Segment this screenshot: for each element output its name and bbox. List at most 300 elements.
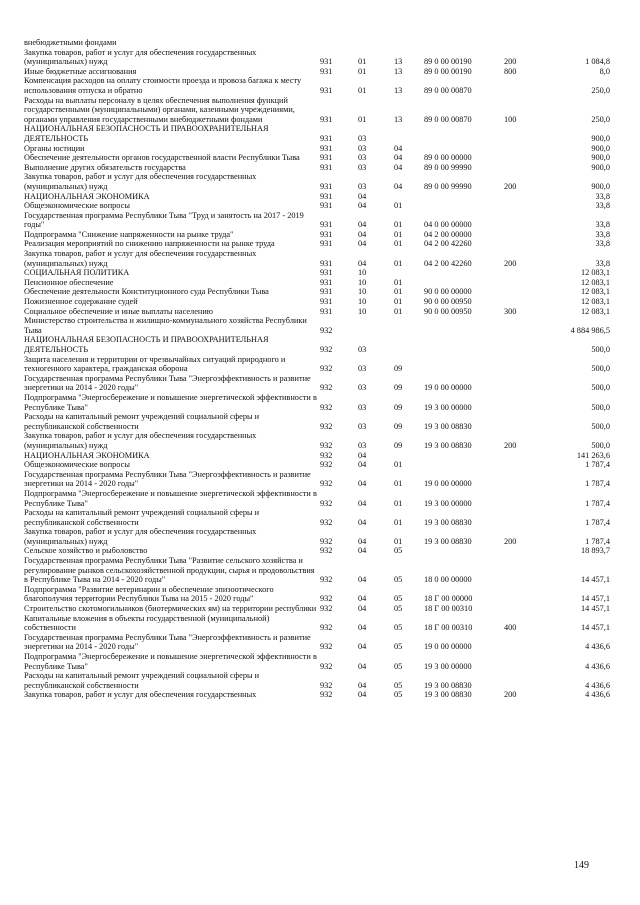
row-expense-type [504,211,540,230]
row-section-code: 10 [358,287,367,297]
table-row [24,124,610,143]
row-target-article [424,460,504,470]
table-row [24,144,610,154]
table-row [24,460,610,470]
row-subsection-code [394,124,424,143]
row-target-article: 19 0 00 00000 [424,383,472,393]
row-expense-type [504,163,540,173]
row-section-code: 10 [358,306,367,316]
row-name: Подпрограмма "Энергосбережение и повышение энергетической эффективности в Республике Тыва" [24,652,317,671]
row-name: Компенсация расходов на оплату стоимости проезда и провоза багажа к месту использования отпуска и обратно [24,76,302,95]
row-expense-type: 200 [504,440,517,450]
row-amount: 33,8 [595,220,610,230]
row-target-article: 19 3 00 08830 [424,517,472,527]
row-name: НАЦИОНАЛЬНАЯ ЭКОНОМИКА [24,191,150,201]
table-row [24,67,610,77]
row-amount: 4 436,6 [585,690,610,700]
row-amount: 12 083,1 [580,306,610,316]
row-grbs-code: 931 [320,287,333,297]
table-row [24,614,610,633]
row-section-code: 03 [358,383,367,393]
row-section-code: 03 [358,153,367,163]
row-subsection-code: 01 [394,536,403,546]
row-expense-type [504,335,540,354]
row-section-code: 03 [358,133,367,143]
row-grbs-code: 931 [320,201,333,211]
row-subsection-code: 04 [394,153,403,163]
row-subsection-code: 01 [394,479,403,489]
row-grbs-code: 932 [320,479,333,489]
row-amount: 14 457,1 [580,604,610,614]
row-amount: 1 084,8 [585,57,610,67]
row-section-code: 03 [358,421,367,431]
row-amount: 500,0 [591,345,610,354]
row-name: НАЦИОНАЛЬНАЯ ЭКОНОМИКА [24,450,150,460]
table-row [24,153,610,163]
table-row [24,393,610,412]
row-expense-type [504,144,540,154]
row-grbs-code: 931 [320,277,333,287]
row-target-article: 04 2 00 42260 [424,239,472,249]
row-grbs-code: 932 [320,536,333,546]
row-grbs-code: 932 [320,402,333,412]
row-expense-type [504,316,540,335]
row-amount: 500,0 [591,402,610,412]
table-row [24,412,610,431]
row-target-article [424,192,504,202]
row-amount: 33,8 [595,201,610,211]
row-amount: 33,8 [595,258,610,268]
row-amount: 4 436,6 [585,680,610,690]
row-subsection-code: 04 [394,181,403,191]
row-target-article: 04 2 00 42260 [424,258,472,268]
row-grbs-code: 931 [320,85,333,95]
row-subsection-code: 01 [394,297,403,307]
table-row [24,192,610,202]
row-subsection-code: 05 [394,690,403,700]
row-name: Обеспечение деятельности органов государственной власти Республики Тыва [24,153,300,163]
table-row [24,287,610,297]
row-subsection-code [394,316,424,335]
table-row [24,201,610,211]
row-subsection-code: 09 [394,440,403,450]
table-row [24,211,610,230]
row-expense-type: 100 [504,114,517,124]
row-expense-type: 400 [504,623,517,633]
row-name: Сельское хозяйство и рыболовство [24,546,148,556]
row-grbs-code: 932 [320,642,333,652]
row-section-code: 01 [358,57,367,67]
row-section-code: 01 [358,85,367,95]
row-subsection-code: 09 [394,421,403,431]
row-target-article [424,335,504,354]
row-grbs-code: 931 [320,229,333,239]
row-amount: 500,0 [591,440,610,450]
table-row [24,527,610,546]
row-subsection-code: 01 [394,201,403,211]
row-grbs-code: 932 [320,364,333,374]
row-section-code: 04 [358,642,367,652]
row-grbs-code: 932 [320,661,333,671]
row-name: СОЦИАЛЬНАЯ ПОЛИТИКА [24,268,130,278]
row-grbs-code: 931 [320,143,333,153]
row-target-article: 18 Г 00 00310 [424,604,473,614]
row-subsection-code: 09 [394,402,403,412]
row-grbs-code: 932 [320,498,333,508]
row-name: НАЦИОНАЛЬНАЯ БЕЗОПАСНОСТЬ И ПРАВООХРАНИТЕЛЬНАЯ ДЕЯТЕЛЬНОСТЬ [24,124,269,143]
row-expense-type [504,470,540,489]
row-target-article [424,38,504,48]
row-subsection-code: 05 [394,642,403,652]
row-section-code: 03 [358,143,367,153]
row-subsection-code: 04 [394,162,403,172]
row-target-article: 18 0 00 00000 [424,575,472,585]
row-expense-type [504,489,540,508]
row-section-code: 04 [358,594,367,604]
row-subsection-code: 13 [394,57,403,67]
row-grbs-code: 932 [320,383,333,393]
table-row [24,96,610,125]
row-target-article: 19 3 00 00000 [424,498,472,508]
row-name: Закупка товаров, работ и услуг для обеспечения государственных (муниципальных) нужд [24,47,257,67]
budget-table [24,38,610,700]
row-section-code: 04 [358,460,367,470]
row-grbs-code: 931 [320,306,333,316]
row-amount: 1 787,4 [585,460,610,470]
row-subsection-code: 05 [394,604,403,614]
table-row [24,163,610,173]
row-target-article: 90 0 00 00000 [424,287,472,297]
row-section-code: 04 [358,536,367,546]
row-amount: 500,0 [591,364,610,374]
row-target-article: 19 0 00 00000 [424,642,472,652]
table-row [24,316,610,335]
row-subsection-code: 01 [394,287,403,297]
row-section-code: 04 [358,498,367,508]
row-name: Подпрограмма "Снижение напряженности на рынке труда" [24,229,234,239]
row-subsection-code: 01 [394,306,403,316]
row-section-code: 04 [358,546,367,556]
row-amount: 12 083,1 [580,277,610,287]
row-expense-type: 200 [504,181,517,191]
row-target-article: 04 2 00 00000 [424,229,472,239]
row-expense-type [504,633,540,652]
row-expense-type [504,192,540,202]
table-row [24,278,610,288]
row-subsection-code: 04 [394,143,403,153]
table-row [24,633,610,652]
row-name: Защита населения и территории от чрезвычайных ситуаций природного и техногенного характера, гражданская оборона [24,354,286,374]
row-section-code: 10 [358,277,367,287]
row-subsection-code: 01 [394,517,403,527]
row-expense-type [504,585,540,604]
row-amount: 33,8 [595,229,610,239]
row-amount: 14 457,1 [580,594,610,604]
row-amount: 1 787,4 [585,479,610,489]
row-section-code: 04 [358,191,367,201]
row-grbs-code: 931 [320,114,333,124]
row-target-article [424,355,504,374]
row-name: Государственная программа Республики Тыва "Энергоэффективность и развитие энергетики на 2014 - 2020 годы" [24,632,311,652]
row-subsection-code: 09 [394,364,403,374]
row-subsection-code: 01 [394,277,403,287]
row-grbs-code: 932 [320,440,333,450]
row-grbs-code: 931 [320,239,333,249]
row-target-article [424,144,504,154]
row-target-article: 19 3 00 00000 [424,402,472,412]
row-subsection-code: 01 [394,498,403,508]
row-amount: 1 787,4 [585,536,610,546]
row-name: НАЦИОНАЛЬНАЯ БЕЗОПАСНОСТЬ И ПРАВООХРАНИТЕЛЬНАЯ ДЕЯТЕЛЬНОСТЬ [24,335,269,354]
row-section-code [358,38,394,48]
row-subsection-code: 01 [394,460,403,470]
row-name: Закупка товаров, работ и услуг для обеспечения государственных (муниципальных) нужд [24,527,257,546]
row-section-code: 04 [358,479,367,489]
row-section-code: 10 [358,268,367,278]
row-name: Пожизненное содержание судей [24,297,138,307]
row-target-article: 19 3 00 08830 [424,440,472,450]
row-expense-type [504,239,540,249]
row-name: Реализация мероприятий по снижению напряженности на рынке труда [24,239,275,249]
row-subsection-code: 09 [394,383,403,393]
row-amount: 500,0 [591,383,610,393]
row-subsection-code: 13 [394,66,403,76]
row-expense-type [504,268,540,278]
row-grbs-code: 932 [320,546,333,556]
row-name: Закупка товаров, работ и услуг для обеспечения государственных (муниципальных) нужд [24,249,257,268]
row-name: Органы юстиции [24,143,85,153]
row-amount: 1 787,4 [585,498,610,508]
row-subsection-code [394,335,424,354]
row-expense-type [504,671,540,690]
row-amount: 900,0 [591,133,610,143]
row-name: внебюджетными фондами [24,38,117,47]
row-subsection-code [394,192,424,202]
row-subsection-code: 01 [394,229,403,239]
table-row [24,652,610,671]
row-name: Обеспечение деятельности Конституционного суда Республики Тыва [24,287,269,297]
row-target-article: 89 0 00 99990 [424,162,472,172]
row-section-code: 04 [358,258,367,268]
row-section-code: 04 [358,517,367,527]
row-target-article [424,316,504,335]
row-expense-type: 200 [504,258,517,268]
row-section-code: 04 [358,239,367,249]
row-amount: 141 263,6 [576,450,610,460]
row-grbs-code: 932 [320,421,333,431]
row-expense-type [504,604,540,614]
row-target-article: 89 0 00 00190 [424,66,472,76]
row-expense-type [504,201,540,211]
row-grbs-code: 931 [320,220,333,230]
row-grbs-code: 932 [320,450,333,460]
row-section-code: 10 [358,297,367,307]
row-target-article: 89 0 00 00870 [424,85,472,95]
row-target-article: 90 0 00 00950 [424,297,472,307]
row-amount: 900,0 [591,162,610,172]
row-target-article: 04 0 00 00000 [424,220,472,230]
row-subsection-code: 13 [394,85,403,95]
row-target-article: 90 0 00 00950 [424,306,472,316]
row-name: Иные бюджетные ассигнования [24,66,137,76]
row-expense-type [504,76,540,95]
row-expense-type: 300 [504,306,517,316]
row-subsection-code: 01 [394,258,403,268]
table-row [24,249,610,268]
row-section-code: 04 [358,220,367,230]
row-target-article: 18 Г 00 00310 [424,623,473,633]
row-grbs-code: 932 [320,623,333,633]
row-expense-type [504,287,540,297]
table-row [24,307,610,317]
table-row [24,431,610,450]
row-subsection-code: 13 [394,114,403,124]
row-amount: 1 787,4 [585,517,610,527]
row-target-article [424,124,504,143]
row-target-article: 19 3 00 08830 [424,421,472,431]
row-name: Государственная программа Республики Тыва "Энергоэффективность и развитие энергетики на 2014 - 2020 годы" [24,469,311,489]
row-amount: 14 457,1 [580,623,610,633]
row-amount: 12 083,1 [580,287,610,297]
row-grbs-code: 931 [320,66,333,76]
row-section-code [358,316,394,335]
row-section-code: 04 [358,575,367,585]
row-grbs-code: 932 [320,460,333,470]
budget-table-body [24,38,610,700]
row-amount: 500,0 [591,421,610,431]
table-row [24,355,610,374]
table-row [24,489,610,508]
row-amount: 18 893,7 [580,546,610,556]
row-grbs-code: 931 [320,258,333,268]
row-grbs-code: 932 [320,690,333,700]
table-row [24,556,610,585]
row-expense-type: 800 [504,66,517,76]
row-section-code: 04 [358,623,367,633]
row-section-code: 03 [358,181,367,191]
row-name: Министерство строительства и жилищно-коммунального хозяйства Республики Тыва [24,316,307,335]
row-expense-type [504,556,540,585]
row-expense-type [504,393,540,412]
row-expense-type [504,297,540,307]
row-grbs-code: 932 [320,680,333,690]
row-section-code: 03 [358,440,367,450]
table-row [24,508,610,527]
table-row [24,239,610,249]
table-row [24,76,610,95]
row-name: Расходы на капитальный ремонт учреждений социальной сферы и республиканской собственности [24,412,260,431]
row-amount: 250,0 [591,85,610,95]
table-row [24,690,610,700]
row-target-article [424,278,504,288]
row-expense-type [504,278,540,288]
table-row [24,268,610,278]
row-name: Общеэкономические вопросы [24,460,130,470]
row-subsection-code: 05 [394,546,403,556]
row-subsection-code: 05 [394,623,403,633]
row-name: Капитальные вложения в объекты государственной (муниципальной) собственности [24,613,270,633]
table-row [24,671,610,690]
row-grbs-code: 932 [320,517,333,527]
row-section-code: 04 [358,690,367,700]
row-target-article [424,201,504,211]
row-name: Расходы на выплаты персоналу в целях обеспечения выполнения функций государственными (муниципальными) органами, казенными учреждениями, органами управления государственными внебюджетными фондами [24,95,295,124]
row-amount: 33,8 [595,239,610,249]
row-grbs-code: 932 [320,345,333,354]
row-expense-type [504,355,540,374]
table-row [24,172,610,191]
row-amount: 14 457,1 [580,575,610,585]
row-expense-type [504,451,540,461]
row-subsection-code: 01 [394,239,403,249]
row-name: Подпрограмма "Энергосбережение и повышение энергетической эффективности в Республике Тыва" [24,392,317,412]
table-row [24,297,610,307]
table-row [24,585,610,604]
row-name: Пенсионное обеспечение [24,277,114,287]
row-target-article: 19 3 00 08830 [424,690,472,700]
table-row [24,335,610,354]
row-grbs-code: 932 [320,604,333,614]
row-name: Закупка товаров, работ и услуг для обеспечения государственных (муниципальных) нужд [24,431,257,450]
row-expense-type [504,38,540,48]
row-section-code: 03 [358,364,367,374]
row-target-article [424,451,504,461]
row-amount [540,38,610,48]
row-section-code: 03 [358,162,367,172]
row-subsection-code: 05 [394,680,403,690]
row-subsection-code [394,451,424,461]
row-section-code: 04 [358,450,367,460]
row-expense-type [504,230,540,240]
row-section-code: 04 [358,661,367,671]
row-subsection-code [394,38,424,48]
row-amount: 12 083,1 [580,268,610,278]
table-row [24,604,610,614]
row-section-code: 03 [358,402,367,412]
table-row [24,48,610,67]
row-grbs-code: 931 [320,153,333,163]
row-grbs-code: 932 [320,594,333,604]
row-grbs-code: 931 [320,162,333,172]
row-name: Закупка товаров, работ и услуг для обеспечения государственных [24,690,257,700]
row-target-article: 89 0 00 00190 [424,57,472,67]
row-grbs-code: 931 [320,57,333,67]
row-amount: 4 884 986,5 [570,325,610,335]
row-grbs-code [320,38,358,48]
row-section-code: 01 [358,66,367,76]
row-amount: 900,0 [591,143,610,153]
row-subsection-code: 01 [394,220,403,230]
row-amount: 4 436,6 [585,661,610,671]
row-subsection-code [394,268,424,278]
row-expense-type: 200 [504,57,517,67]
table-row [24,470,610,489]
row-name: Государственная программа Республики Тыва "Энергоэффективность и развитие энергетики на 2014 - 2020 годы" [24,373,311,393]
row-expense-type [504,508,540,527]
row-name: Государственная программа Республики Тыва "Труд и занятость на 2017 - 2019 годы" [24,210,304,230]
row-subsection-code: 05 [394,661,403,671]
row-amount: 33,8 [595,191,610,201]
row-grbs-code: 932 [320,325,333,335]
row-target-article: 19 3 00 00000 [424,661,472,671]
row-expense-type [504,412,540,431]
page-number: 149 [574,860,589,871]
row-name: Закупка товаров, работ и услуг для обеспечения государственных (муниципальных) нужд [24,172,257,191]
table-row [24,230,610,240]
row-expense-type [504,652,540,671]
row-name: Подпрограмма "Развитие ветеринарии и обеспечение эпизоотического благополучия территории Республики Тыва на 2015 - 2020 годы" [24,584,274,604]
row-name: Строительство скотомогильников (биотермических ям) на территории республики [24,604,317,614]
